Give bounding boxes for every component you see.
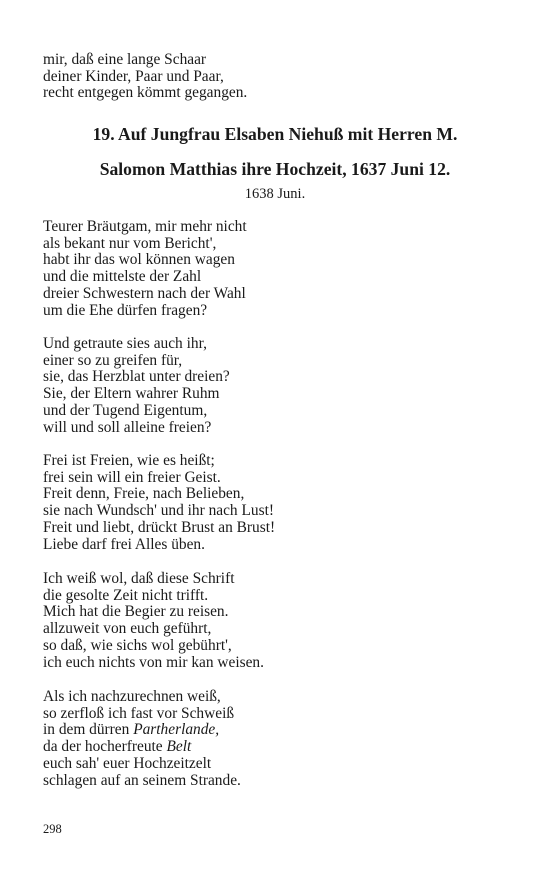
- italic-place-name: Belt: [166, 738, 192, 756]
- stanza: [43, 336, 513, 436]
- verse-line: mir, daß eine lange Schaar: [43, 51, 207, 68]
- verse-line: allzuweit von euch geführt,: [43, 620, 212, 638]
- poem-heading-line-2: Salomon Matthias ihre Hochzeit, 1637 Juni 12.: [99, 159, 451, 179]
- verse-line: so zerfloß ich fast vor Schweiß: [43, 704, 235, 722]
- verse-line: deiner Kinder, Paar und Paar,: [43, 67, 224, 85]
- verse-line: Freit denn, Freie, nach Belieben,: [43, 485, 245, 503]
- verse-line: um die Ehe dürfen fragen?: [43, 301, 208, 319]
- verse-line: Frei ist Freien, wie es heißt;: [43, 452, 215, 469]
- verse-line: Teurer Bräutgam, mir mehr nicht: [43, 218, 247, 235]
- verse-line: einer so zu greifen für,: [43, 351, 183, 369]
- verse-line: Ich weiß wol, daß diese Schrift: [43, 570, 235, 587]
- verse-text: in dem dürren: [43, 721, 134, 739]
- poem-heading-line-1: 19. Auf Jungfrau Elsaben Niehuß mit Herren M.: [92, 124, 458, 144]
- verse-line: [43, 739, 513, 756]
- verse-line: dreier Schwestern nach der Wahl: [43, 284, 246, 302]
- verse-line: sie, das Herzblat unter dreien?: [43, 368, 230, 386]
- verse-line: die gesolte Zeit nicht trifft.: [43, 586, 209, 604]
- verse-line: euch sah' euer Hochzeitzelt: [43, 754, 212, 772]
- verse-line: und der Tugend Eigentum,: [43, 401, 208, 419]
- page-number: 298: [43, 822, 62, 836]
- verse-line: Mich hat die Begier zu reisen.: [43, 603, 229, 621]
- verse-line: Freit und liebt, drückt Brust an Brust!: [43, 518, 276, 536]
- verse-line: Als ich nachzurechnen weiß,: [43, 688, 221, 705]
- italic-place-name: Partherlande,: [133, 721, 220, 739]
- verse-line: so daß, wie sichs wol gebührt',: [43, 636, 232, 654]
- verse-line: recht entgegen kömmt gegangen.: [43, 84, 248, 102]
- verse-line: frei sein will ein freier Geist.: [43, 468, 221, 486]
- stanza: [43, 219, 513, 319]
- verse-line: Sie, der Eltern wahrer Ruhm: [43, 385, 220, 403]
- verse-line: und die mittelste der Zahl: [43, 268, 202, 286]
- verse-line: [43, 722, 513, 739]
- verse-line: als bekant nur vom Bericht',: [43, 234, 217, 252]
- stanza: [43, 689, 513, 789]
- continuation-stanza: [43, 52, 513, 102]
- verse-line: Liebe darf frei Alles üben.: [43, 535, 205, 553]
- verse-text: da der hocherfreute: [43, 738, 167, 756]
- verse-line: sie nach Wundsch' und ihr nach Lust!: [43, 502, 274, 520]
- verse-line: habt ihr das wol können wagen: [43, 251, 235, 269]
- verse-line: will und soll alleine freien?: [43, 418, 212, 436]
- verse-line: schlagen auf an seinem Strande.: [43, 771, 241, 789]
- stanza: [43, 453, 513, 553]
- verse-line: ich euch nichts von mir kan weisen.: [43, 653, 264, 671]
- verse-line: Und getraute sies auch ihr,: [43, 335, 207, 352]
- stanza: [43, 571, 513, 671]
- poem-dateline: 1638 Juni.: [244, 186, 306, 202]
